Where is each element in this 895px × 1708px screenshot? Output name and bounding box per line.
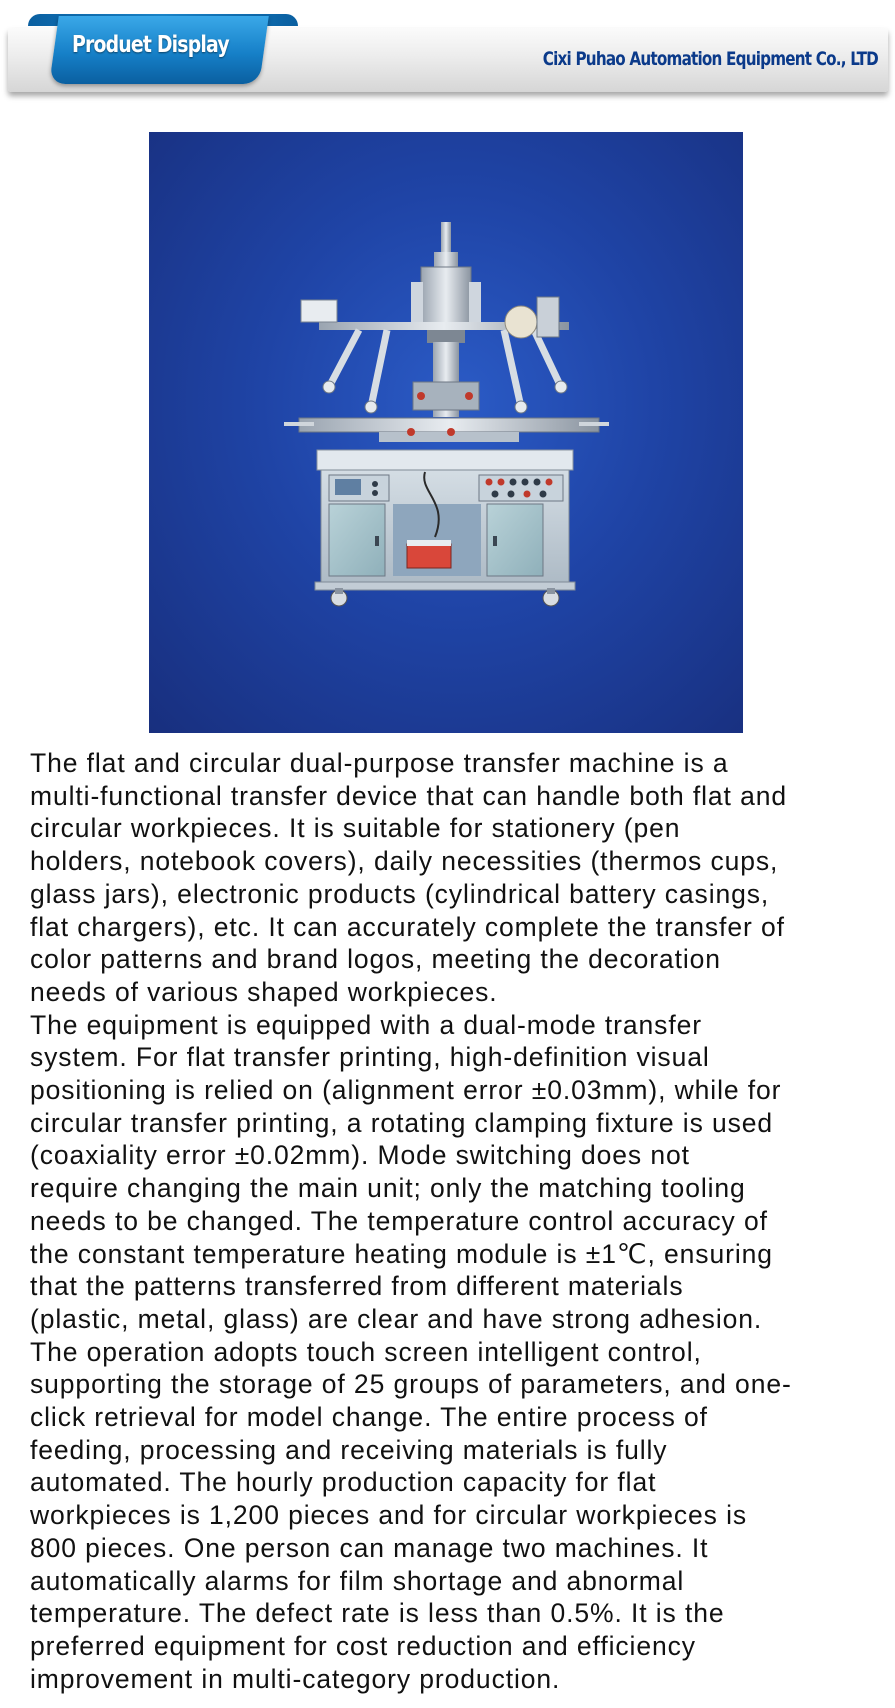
banner-tab-label: Produet Display — [72, 32, 229, 58]
product-description: The flat and circular dual-purpose transfer machine is a multi-functional transfer device that can handle both flat and circular workpieces. It is suitable for stationery (pen holders, notebook covers), daily necessities (thermos cups, glass jars), electronic products (cylindrical battery casings, flat chargers), etc. It can accurately complete the transfer of color patterns and brand logos, meeting the decoration needs of various shaped workpieces. The equipment is equipped with a dual-mode transfer system. For flat transfer printing, high-definition visual positioning is relied on (alignment error ±0.03mm), while for circular transfer printing, a rotating clamping fixture is used (coaxiality error ±0.02mm). Mode switching does not require changing the main unit; only the matching tooling needs to be changed. The temperature control accuracy of the constant temperature heating module is ±1℃, ensuring that the patterns transferred from different materials (plastic, metal, glass) are clear and have strong adhesion. The operation adopts touch screen intelligent control, supporting the storage of 25 groups of parameters, and one- click retrieval for model change. The entire process of feeding, processing and receiving materials is fully automated. The hourly production capacity for flat workpieces is 1,200 pieces and for circular workpieces is 800 pieces. One person can manage two machines. It automatically alarms for film shortage and abnormal temperature. The defect rate is less than 0.5%. It is the preferred equipment for cost reduction and efficiency improvement in multi-category production. — [30, 748, 792, 1694]
header-banner — [8, 22, 888, 98]
transfer-machine-illustration — [149, 132, 743, 733]
product-photo — [149, 132, 743, 733]
company-name: Cixi Puhao Automation Equipment Co., LTD — [542, 48, 878, 70]
